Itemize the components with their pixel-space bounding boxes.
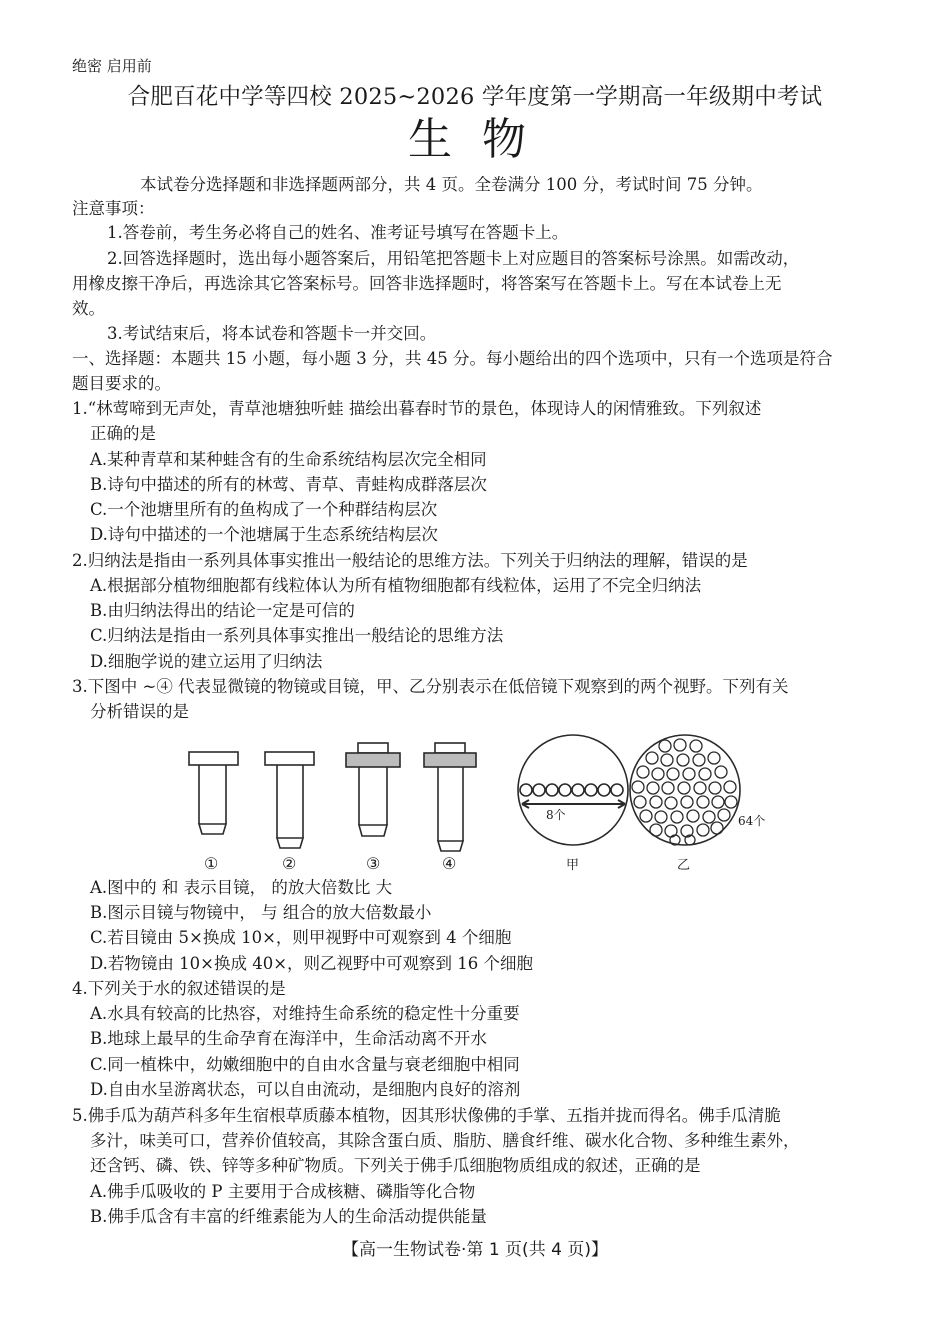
question-2-option-d: D.细胞学说的建立运用了归纳法 — [90, 652, 323, 671]
field-yi-icon — [630, 735, 740, 845]
question-3-option-a: A.图中的 和 表示目镜， 的放大倍数比 大 — [90, 878, 393, 897]
question-3-stem: 3.下图中 ~④ 代表显微镜的物镜或目镜，甲、乙分别表示在低倍镜下观察到的两个视野。下列有关 — [72, 677, 789, 696]
question-4-option-c: C.同一植株中，幼嫩细胞中的自由水含量与衰老细胞中相同 — [90, 1055, 520, 1074]
notice-item: 1.答卷前，考生务必将自己的姓名、准考证号填写在答题卡上。 — [107, 223, 569, 242]
notice-item: 2.回答选择题时，选出每小题答案后，用铅笔把答题卡上对应题目的答案标号涂黑。如需改动， — [107, 249, 800, 268]
lens-diagram — [170, 732, 780, 874]
question-1-stem: 1.“林莺啼到无声处，青草池塘独听蛙 描绘出暮春时节的景色，体现诗人的闲情雅致。下列叙述 — [72, 399, 762, 418]
question-4-option-a: A.水具有较高的比热容，对维持生命系统的稳定性十分重要 — [90, 1004, 520, 1023]
question-3-option-d: D.若物镜由 10×换成 40×，则乙视野中可观察到 16 个细胞 — [90, 954, 534, 973]
notice-item-cont: 效。 — [72, 299, 105, 318]
question-5-stem-cont: 还含钙、磷、铁、锌等多种矿物质。下列关于佛手瓜细胞物质组成的叙述，正确的是 — [90, 1156, 701, 1175]
eyepiece-1-icon — [189, 752, 238, 834]
question-5-stem: 5.佛手瓜为葫芦科多年生宿根草质藤本植物，因其形状像佛的手掌、五指并拢而得名。佛手瓜清脆 — [72, 1106, 781, 1125]
question-1-option-a: A.某种青草和某种蛙含有的生命系统结构层次完全相同 — [90, 450, 487, 469]
question-2-option-b: B.由归纳法得出的结论一定是可信的 — [90, 601, 355, 620]
question-5-option-b: B.佛手瓜含有丰富的纤维素能为人的生命活动提供能量 — [90, 1207, 487, 1226]
exam-title: 合肥百花中学等四校 2025~2026 学年度第一学期高一年级期中考试 — [127, 84, 823, 110]
field-jia-count: 8个 — [546, 808, 566, 822]
question-1-option-c: C.一个池塘里所有的鱼构成了一个种群结构层次 — [90, 500, 438, 519]
question-3-stem-cont: 分析错误的是 — [90, 702, 189, 721]
lens-label-4: ④ — [442, 854, 457, 873]
question-1-option-b: B.诗句中描述的所有的林莺、青草、青蛙构成群落层次 — [90, 475, 487, 494]
eyepiece-2-icon — [265, 752, 314, 848]
microscope-lens-figure — [170, 732, 780, 874]
notice-item: 3.考试结束后，将本试卷和答题卡一并交回。 — [107, 324, 437, 343]
lens-label-2: ② — [282, 854, 297, 873]
question-5-stem-cont: 多汁，味美可口，营养价值较高，其除含蛋白质、脂肪、膳食纤维、碳水化合物、多种维生素外， — [90, 1131, 800, 1150]
lens-label-1: ① — [204, 854, 219, 873]
lens-label-3: ③ — [366, 854, 381, 873]
question-2-option-c: C.归纳法是指由一系列具体事实推出一般结论的思维方法 — [90, 626, 504, 645]
objective-3-icon — [346, 743, 400, 836]
section-heading-cont: 题目要求的。 — [72, 374, 171, 393]
page-footer: 【高一生物试卷·第 1 页(共 4 页)】 — [342, 1240, 608, 1260]
question-1-stem-cont: 正确的是 — [90, 424, 156, 443]
question-4-option-d: D.自由水呈游离状态，可以自由流动，是细胞内良好的溶剂 — [90, 1080, 521, 1099]
field-jia-icon — [518, 735, 628, 845]
question-5-option-a: A.佛手瓜吸收的 P 主要用于合成核糖、磷脂等化合物 — [90, 1182, 476, 1201]
question-1-option-d: D.诗句中描述的一个池塘属于生态系统结构层次 — [90, 525, 438, 544]
section-heading: 一、选择题：本题共 15 小题，每小题 3 分，共 45 分。每小题给出的四个选项中，只有一个选项是符合 — [72, 349, 833, 368]
field-label-yi: 乙 — [677, 858, 691, 873]
notice-item-cont: 用橡皮擦干净后，再选涂其它答案标号。回答非选择题时，将答案写在答题卡上。写在本试卷上无 — [72, 274, 782, 293]
notice-heading: 注意事项： — [72, 199, 155, 218]
question-2-stem: 2.归纳法是指由一系列具体事实推出一般结论的思维方法。下列关于归纳法的理解，错误的是 — [72, 551, 748, 570]
confidential-mark: 绝密 启用前 — [72, 57, 152, 75]
subject-title: 生物 — [408, 114, 556, 165]
question-4-option-b: B.地球上最早的生命孕育在海洋中，生命活动离不开水 — [90, 1029, 487, 1048]
objective-4-icon — [424, 743, 476, 851]
question-2-option-a: A.根据部分植物细胞都有线粒体认为所有植物细胞都有线粒体，运用了不完全归纳法 — [90, 576, 702, 595]
question-4-stem: 4.下列关于水的叙述错误的是 — [72, 979, 286, 998]
field-label-jia: 甲 — [566, 858, 580, 873]
exam-summary: 本试卷分选择题和非选择题两部分，共 4 页。全卷满分 100 分，考试时间 75 分钟。 — [140, 175, 763, 194]
question-3-option-b: B.图示目镜与物镜中， 与 组合的放大倍数最小 — [90, 903, 432, 922]
field-yi-count: 64个 — [738, 814, 766, 828]
question-3-option-c: C.若目镜由 5×换成 10×，则甲视野中可观察到 4 个细胞 — [90, 928, 512, 947]
